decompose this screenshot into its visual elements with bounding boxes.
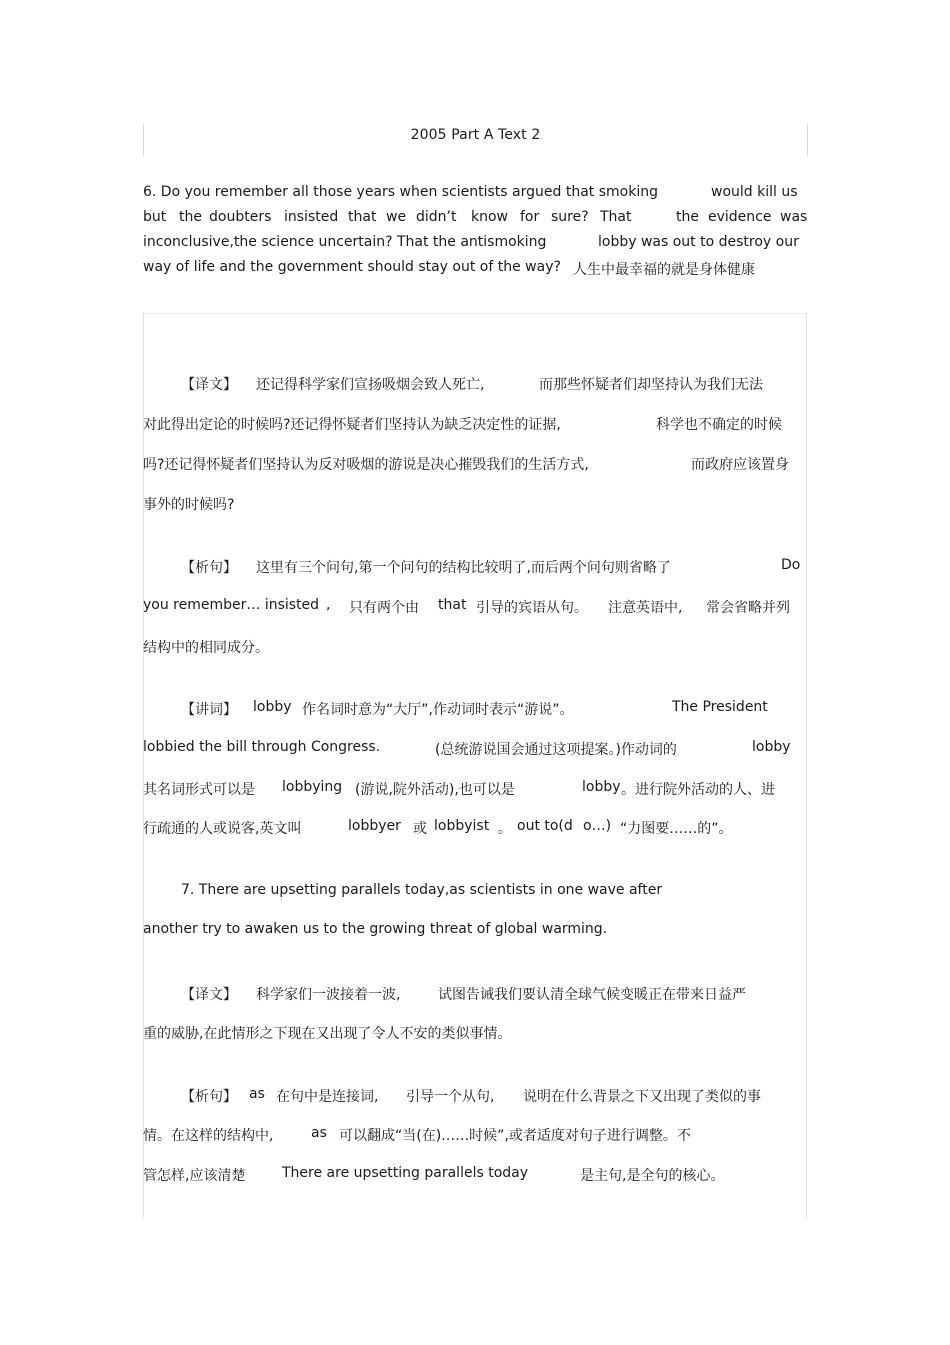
vocab6-text: 行疏通的人或说客,英文叫 xyxy=(143,821,302,837)
trans6-line-4 xyxy=(143,494,806,516)
trans6-text: 对此得出定论的时候吗?还记得怀疑者们坚持认为缺乏决定性的证据, xyxy=(143,417,561,433)
q6-word: insisted xyxy=(284,209,339,225)
q6-line-3 xyxy=(143,234,806,254)
q6-line-1-text-b: would kill us xyxy=(711,184,798,200)
vocab6-text: lobbyist xyxy=(434,818,490,834)
trans6-text: 还记得科学家们宣扬吸烟会致人死亡, xyxy=(256,377,485,393)
q6-line-1 xyxy=(143,184,806,204)
vocab6-text: (总统游说国会通过这项提案。)作动词的 xyxy=(435,742,677,758)
q7-text: 7. There are upsetting parallels today,as scientists in one wave after xyxy=(181,882,663,898)
analysis7-text: There are upsetting parallels today xyxy=(282,1165,529,1181)
q6-word: that xyxy=(348,209,377,225)
q6-line-2 xyxy=(143,209,806,229)
q6-word: for xyxy=(520,209,540,225)
trans7-line-1 xyxy=(143,984,806,1006)
vocab6-line-4 xyxy=(143,818,806,840)
analysis7-line-1 xyxy=(143,1086,806,1108)
analysis7-line-2 xyxy=(143,1125,806,1147)
q7-line-2 xyxy=(143,921,806,943)
q6-word: doubters xyxy=(209,209,272,225)
vocab6-line-1 xyxy=(143,699,806,721)
analysis7-text: 说明在什么背景之下又出现了类似的事 xyxy=(523,1089,761,1105)
analysis7-text: as xyxy=(311,1125,327,1141)
q6-line-4 xyxy=(143,259,806,279)
analysis6-text: , xyxy=(326,597,331,613)
vocab6-text: 或 xyxy=(413,821,427,837)
analysis6-text: Do xyxy=(781,557,801,573)
analysis6-line-1 xyxy=(143,557,806,579)
analysis7-label: 【析句】 xyxy=(181,1089,237,1105)
trans6-text: 科学也不确定的时候 xyxy=(656,417,782,433)
vocab6-label: 【讲词】 xyxy=(181,702,237,718)
trans6-text: 而政府应该置身 xyxy=(691,457,789,473)
analysis6-line-2 xyxy=(143,597,806,619)
q6-word: know xyxy=(471,209,508,225)
q6-word: we xyxy=(386,209,407,225)
analysis7-text: 管怎样,应该清楚 xyxy=(143,1168,246,1184)
analysis6-text: 这里有三个问句,第一个问句的结构比较明了,而后两个问句则省略了 xyxy=(256,560,671,576)
q6-line-3-text-b: lobby was out to destroy our xyxy=(598,234,799,250)
analysis6-text: 常会省略并列 xyxy=(706,600,790,616)
analysis7-text: 引导一个从句, xyxy=(406,1089,495,1105)
analysis6-text: 只有两个由 xyxy=(349,600,419,616)
analysis6-text: you remember… insisted xyxy=(143,597,320,613)
vocab6-text: lobby xyxy=(752,739,791,755)
analysis6-label: 【析句】 xyxy=(181,560,237,576)
analysis7-text: 情。在这样的结构中, xyxy=(143,1128,274,1144)
analysis6-text: 结构中的相同成分。 xyxy=(143,640,269,656)
q6-line-1-text-a: 6. Do you remember all those years when scientists argued that smoking xyxy=(143,184,658,200)
title-box xyxy=(143,124,808,156)
trans6-line-3 xyxy=(143,454,806,476)
analysis7-line-3 xyxy=(143,1165,806,1187)
vocab6-text: “力图要……的”。 xyxy=(620,821,733,837)
trans6-text: 吗?还记得怀疑者们坚持认为反对吸烟的游说是决心摧毁我们的生活方式, xyxy=(143,457,589,473)
q7-line-1 xyxy=(143,882,806,904)
vocab6-text: lobby xyxy=(253,699,292,715)
q6-word: but xyxy=(143,209,167,225)
analysis7-text: 在句中是连接词, xyxy=(276,1089,379,1105)
vocab6-text: lobbied the bill through Congress. xyxy=(143,739,381,755)
q6-word: the xyxy=(676,209,699,225)
q7-text: another try to awaken us to the growing threat of global warming. xyxy=(143,921,608,937)
vocab6-text: 其名词形式可以是 xyxy=(143,782,255,798)
analysis7-text: 是主句,是全句的核心。 xyxy=(580,1168,725,1184)
q6-word: That xyxy=(600,209,632,225)
vocab6-text: o…) xyxy=(583,818,612,834)
trans6-label: 【译文】 xyxy=(181,377,237,393)
q6-word: evidence xyxy=(708,209,772,225)
analysis-box xyxy=(143,313,807,1219)
page-title: 2005 Part A Text 2 xyxy=(410,127,541,143)
trans6-line-2 xyxy=(143,414,806,436)
vocab6-text: lobbying xyxy=(282,779,343,795)
q6-word: the xyxy=(179,209,202,225)
vocab6-text: (游说,院外活动),也可以是 xyxy=(355,782,515,798)
vocab6-text: 作名词时意为“大厅”,作动词时表示“游说”。 xyxy=(302,702,574,718)
trans6-text: 而那些怀疑者们却坚持认为我们无法 xyxy=(539,377,763,393)
analysis7-text: 可以翻成“当(在)……时候”,或者适度对句子进行调整。不 xyxy=(339,1128,691,1144)
vocab6-text: The President xyxy=(672,699,768,715)
vocab6-text: out to(d xyxy=(517,818,573,834)
trans7-text: 试图告诫我们要认清全球气候变暖正在带来日益严 xyxy=(438,987,746,1003)
vocab6-text: lobbyer xyxy=(348,818,401,834)
analysis6-text: 引导的宾语从句。 xyxy=(476,600,588,616)
vocab6-text: 。进行院外活动的人、进 xyxy=(621,782,775,798)
q6-word: was xyxy=(780,209,808,225)
q6-line-4-text-a: way of life and the government should stay out of the way? xyxy=(143,259,561,275)
trans7-text: 重的威胁,在此情形之下现在又出现了令人不安的类似事情。 xyxy=(143,1026,512,1042)
vocab6-line-2 xyxy=(143,739,806,761)
analysis6-line-3 xyxy=(143,637,806,659)
trans7-line-2 xyxy=(143,1023,806,1045)
vocab6-line-3 xyxy=(143,779,806,801)
q6-word: didn’t xyxy=(416,209,457,225)
trans7-label: 【译文】 xyxy=(181,987,237,1003)
analysis6-text: that xyxy=(438,597,467,613)
trans6-text: 事外的时候吗? xyxy=(143,497,235,513)
trans6-line-1 xyxy=(143,374,806,396)
q6-word: sure? xyxy=(551,209,589,225)
analysis6-text: 注意英语中, xyxy=(608,600,683,616)
vocab6-text: 。 xyxy=(498,821,512,837)
q6-line-3-text-a: inconclusive,the science uncertain? That the antismoking xyxy=(143,234,547,250)
analysis7-text: as xyxy=(249,1086,265,1102)
vocab6-text: lobby xyxy=(582,779,621,795)
trans7-text: 科学家们一波接着一波, xyxy=(256,987,401,1003)
q6-line-4-text-b: 人生中最幸福的就是身体健康 xyxy=(573,262,755,278)
